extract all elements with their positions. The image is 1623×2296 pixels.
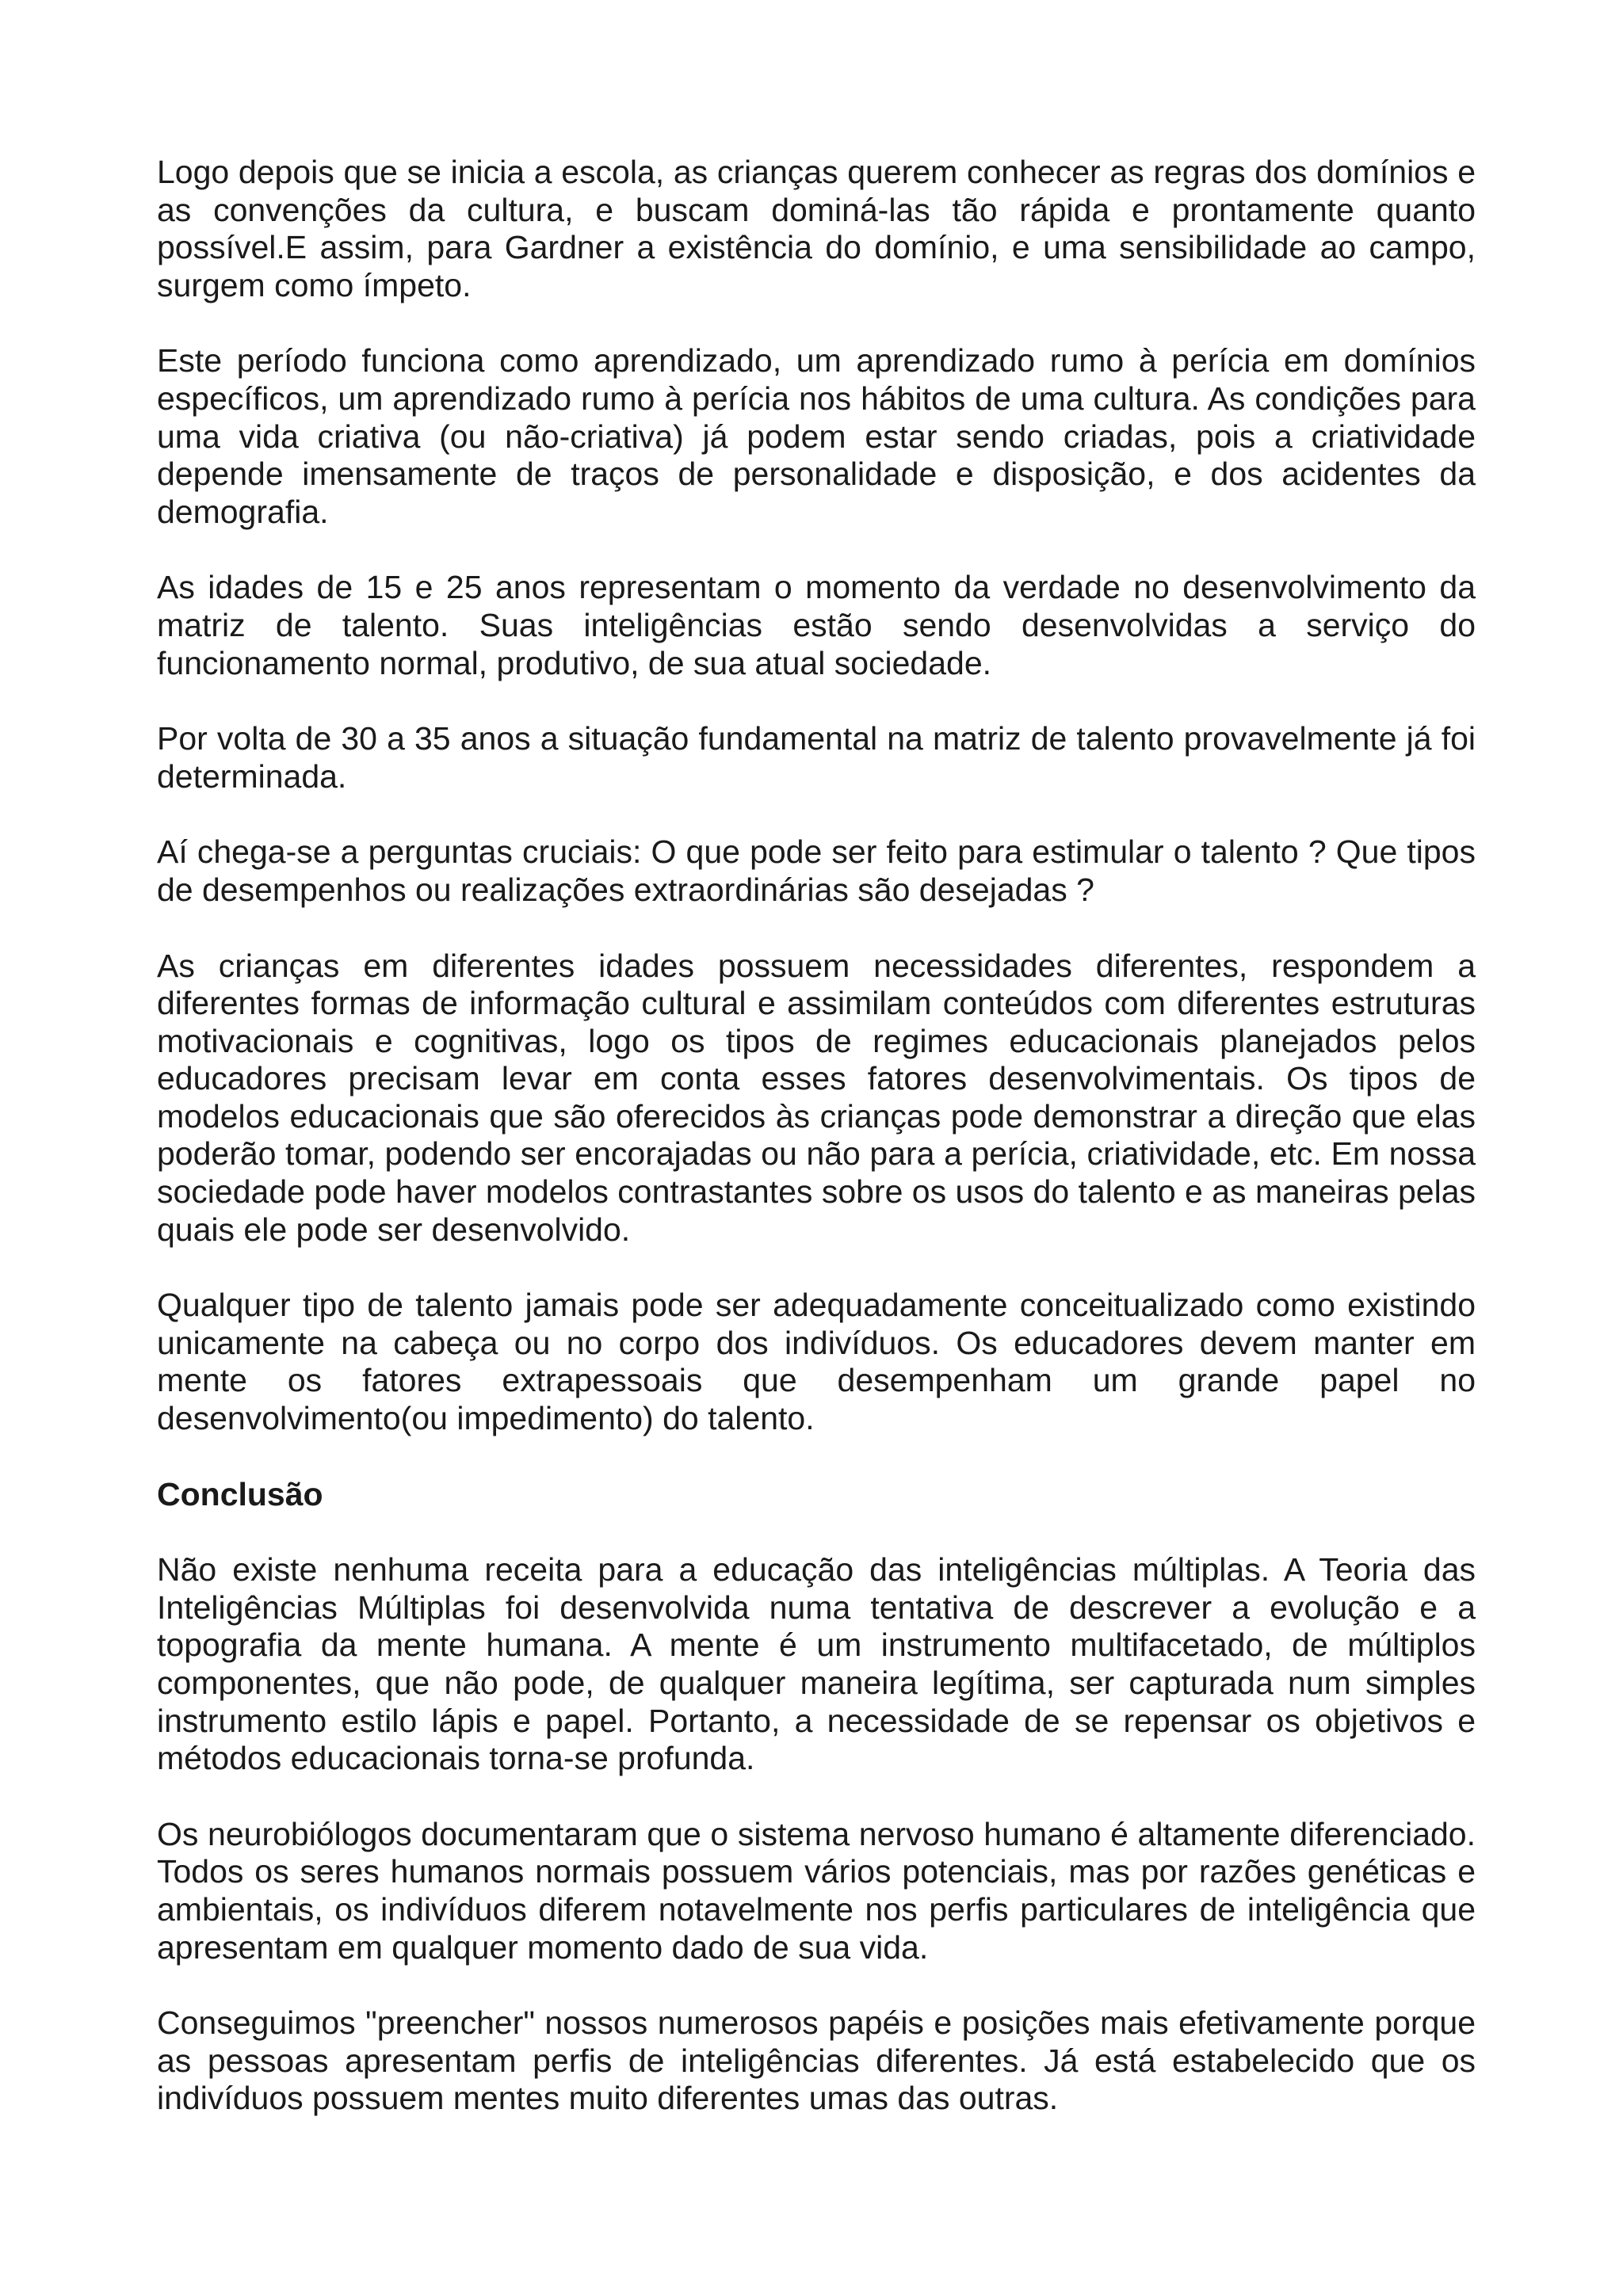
section-heading-conclusion: Conclusão [157, 1475, 323, 1512]
paragraph-talent-context: Qualquer tipo de talento jamais pode ser adequadamente conceitualizado como existindo unicamente na cabeça ou no corpo dos indivíduos. Os educadores devem manter em mente os fatores extrapessoais que desempenham um grande papel no desenvolvimento(ou impedimento) do talento. [157, 1287, 1476, 1437]
paragraph-apprenticeship: Este período funciona como aprendizado, um aprendizado rumo à perícia em domínios específicos, um aprendizado rumo à perícia nos hábitos de uma cultura. As condições para uma vida criativa (ou não-criativa) já podem estar sendo criadas, pois a criatividade depende imensamente de traços de personalidade e disposição, e dos acidentes da demografia. [157, 342, 1476, 530]
paragraph-neurobiologists: Os neurobiólogos documentaram que o sistema nervoso humano é altamente diferenciado. Todos os seres humanos normais possuem vários potenciais, mas por razões genéticas e ambientais, os indivíduos diferem notavelmente nos perfis particulares de inteligência que apresentam em qualquer momento dado de sua vida. [157, 1815, 1476, 1966]
paragraph-school-domains: Logo depois que se inicia a escola, as crianças querem conhecer as regras dos domínios e as convenções da cultura, e buscam dominá-las tão rápida e prontamente quanto possível.E assim, para Gardner a existência do domínio, e uma sensibilidade ao campo, surgem como ímpeto. [157, 154, 1476, 303]
paragraph-no-recipe: Não existe nenhuma receita para a educação das inteligências múltiplas. A Teoria das Inteligências Múltiplas foi desenvolvida numa tentativa de descrever a evolução e a topografia da mente humana. A mente é um instrumento multifacetado, de múltiplos componentes, que não pode, de qualquer maneira legítima, ser capturada num simples instrumento estilo lápis e papel. Portanto, a necessidade de se repensar os objetivos e métodos educacionais torna-se profunda. [157, 1551, 1476, 1777]
paragraph-ages-15-25: As idades de 15 e 25 anos representam o momento da verdade no desenvolvimento da matriz de talento. Suas inteligências estão sendo desenvolvidas a serviço do funcionamento normal, produtivo, de sua atual sociedade. [157, 569, 1476, 681]
paragraph-children-needs: As crianças em diferentes idades possuem necessidades diferentes, respondem a diferentes formas de informação cultural e assimilam conteúdos com diferentes estruturas motivacionais e cognitivas, logo os tipos de regimes educacionais planejados pelos educadores precisam levar em conta esses fatores desenvolvimentais. Os tipos de modelos educacionais que são oferecidos às crianças pode demonstrar a direção que elas poderão tomar, podendo ser encorajadas ou não para a perícia, criatividade, etc. Em nossa sociedade pode haver modelos contrastantes sobre os usos do talento e as maneiras pelas quais ele pode ser desenvolvido. [157, 947, 1476, 1248]
paragraph-fill-roles: Conseguimos "preencher" nossos numerosos papéis e posições mais efetivamente porque as pessoas apresentam perfis de inteligências diferentes. Já está estabelecido que os indivíduos possuem mentes muito diferentes umas das outras. [157, 2004, 1476, 2117]
paragraph-ages-30-35: Por volta de 30 a 35 anos a situação fundamental na matriz de talento provavelmente já foi determinada. [157, 720, 1476, 795]
document-page [157, 154, 1476, 2156]
paragraph-crucial-questions: Aí chega-se a perguntas cruciais: O que pode ser feito para estimular o talento ? Que tipos de desempenhos ou realizações extraordinárias são desejadas ? [157, 833, 1476, 908]
